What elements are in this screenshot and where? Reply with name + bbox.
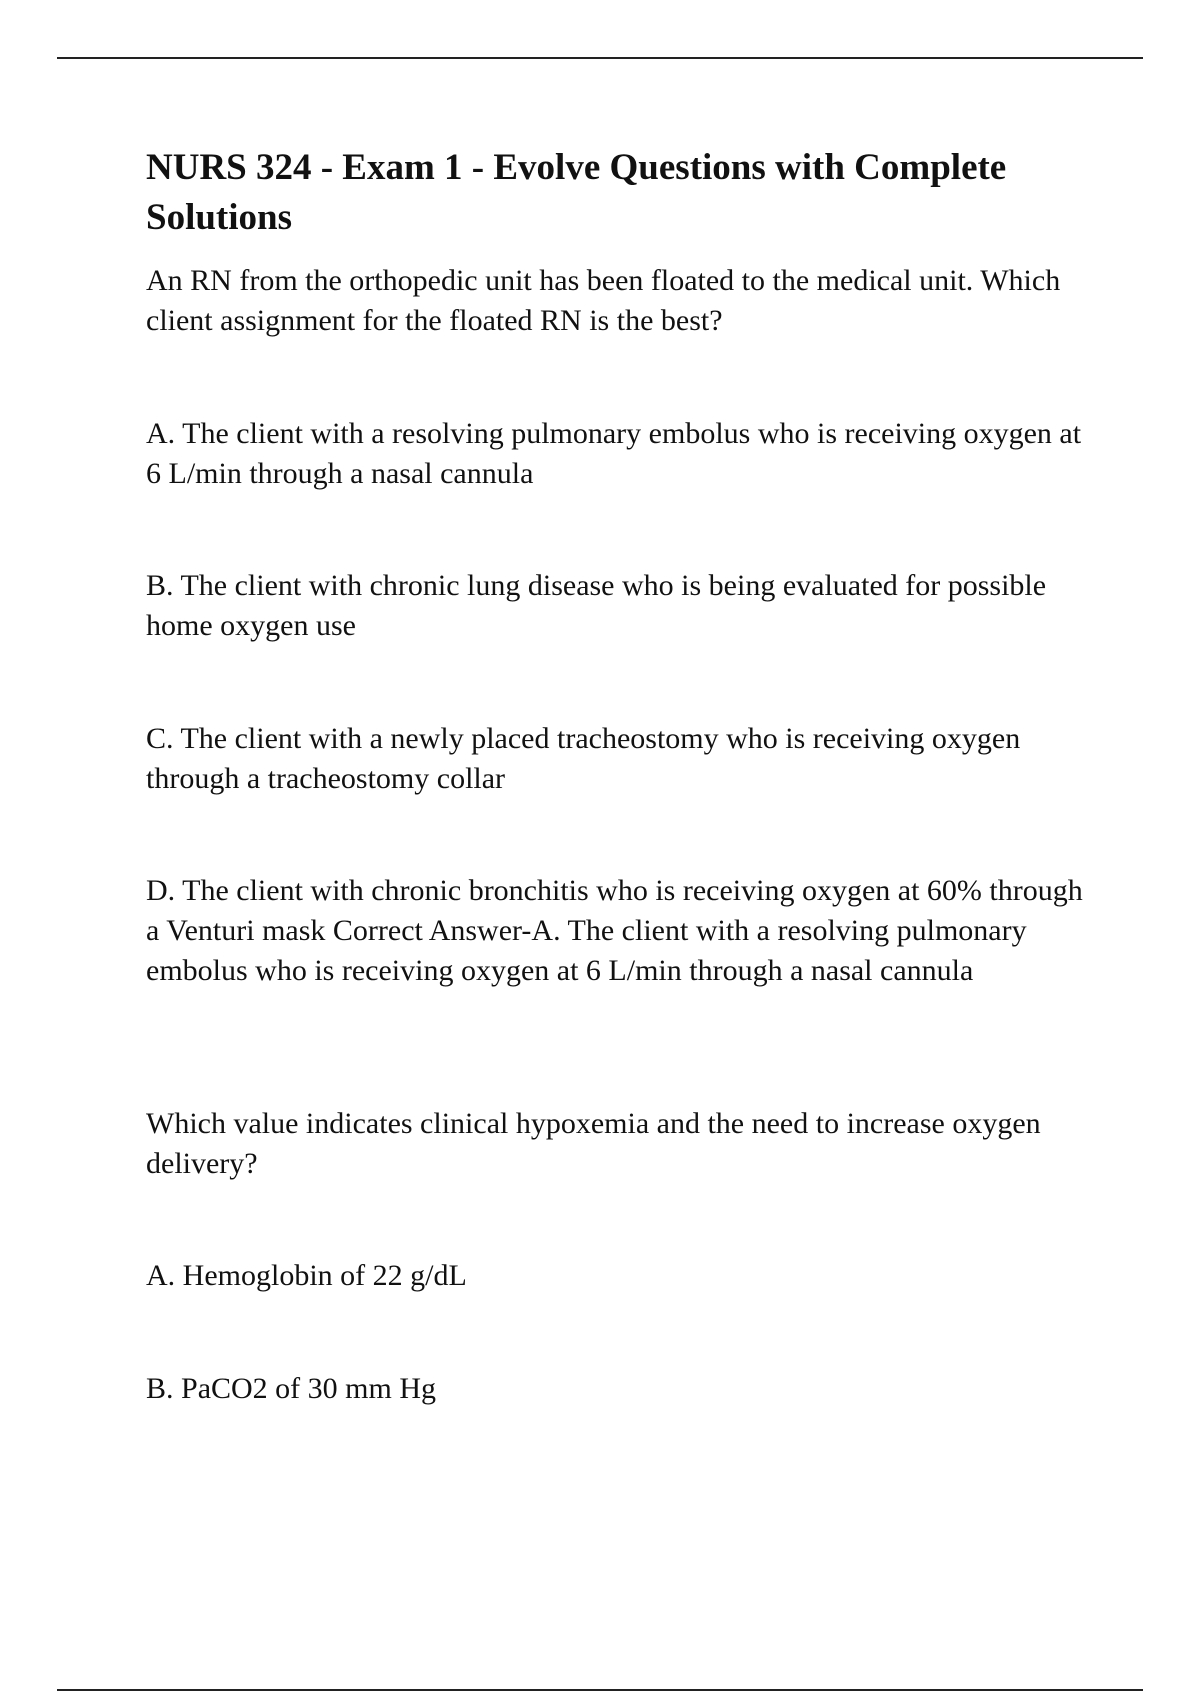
document-title: NURS 324 - Exam 1 - Evolve Questions with Complete Solutions	[146, 147, 1007, 238]
question-2-option-b: B. PaCO2 of 30 mm Hg	[146, 1372, 437, 1405]
question-1-stem: An RN from the orthopedic unit has been floated to the medical unit. Which client assignment for the floated RN is the best?	[146, 264, 1061, 337]
question-1-option-c: C. The client with a newly placed tracheostomy who is receiving oxygen through a tracheostomy collar	[146, 722, 1021, 795]
header-divider	[57, 57, 1143, 59]
question-1-option-a: A. The client with a resolving pulmonary embolus who is receiving oxygen at 6 L/min through a nasal cannula	[146, 417, 1082, 490]
question-1-option-d-with-answer: D. The client with chronic bronchitis who is receiving oxygen at 60% through a Venturi mask Correct Answer-A. The client with a resolving pulmonary embolus who is receiving oxygen at 6 L/min through a nasal cannula	[146, 874, 1083, 987]
question-1-option-b: B. The client with chronic lung disease who is being evaluated for possible home oxygen use	[146, 569, 1047, 642]
question-2-option-a: A. Hemoglobin of 22 g/dL	[146, 1259, 467, 1292]
question-2-stem: Which value indicates clinical hypoxemia and the need to increase oxygen delivery?	[146, 1107, 1041, 1180]
footer-divider	[57, 1689, 1143, 1691]
